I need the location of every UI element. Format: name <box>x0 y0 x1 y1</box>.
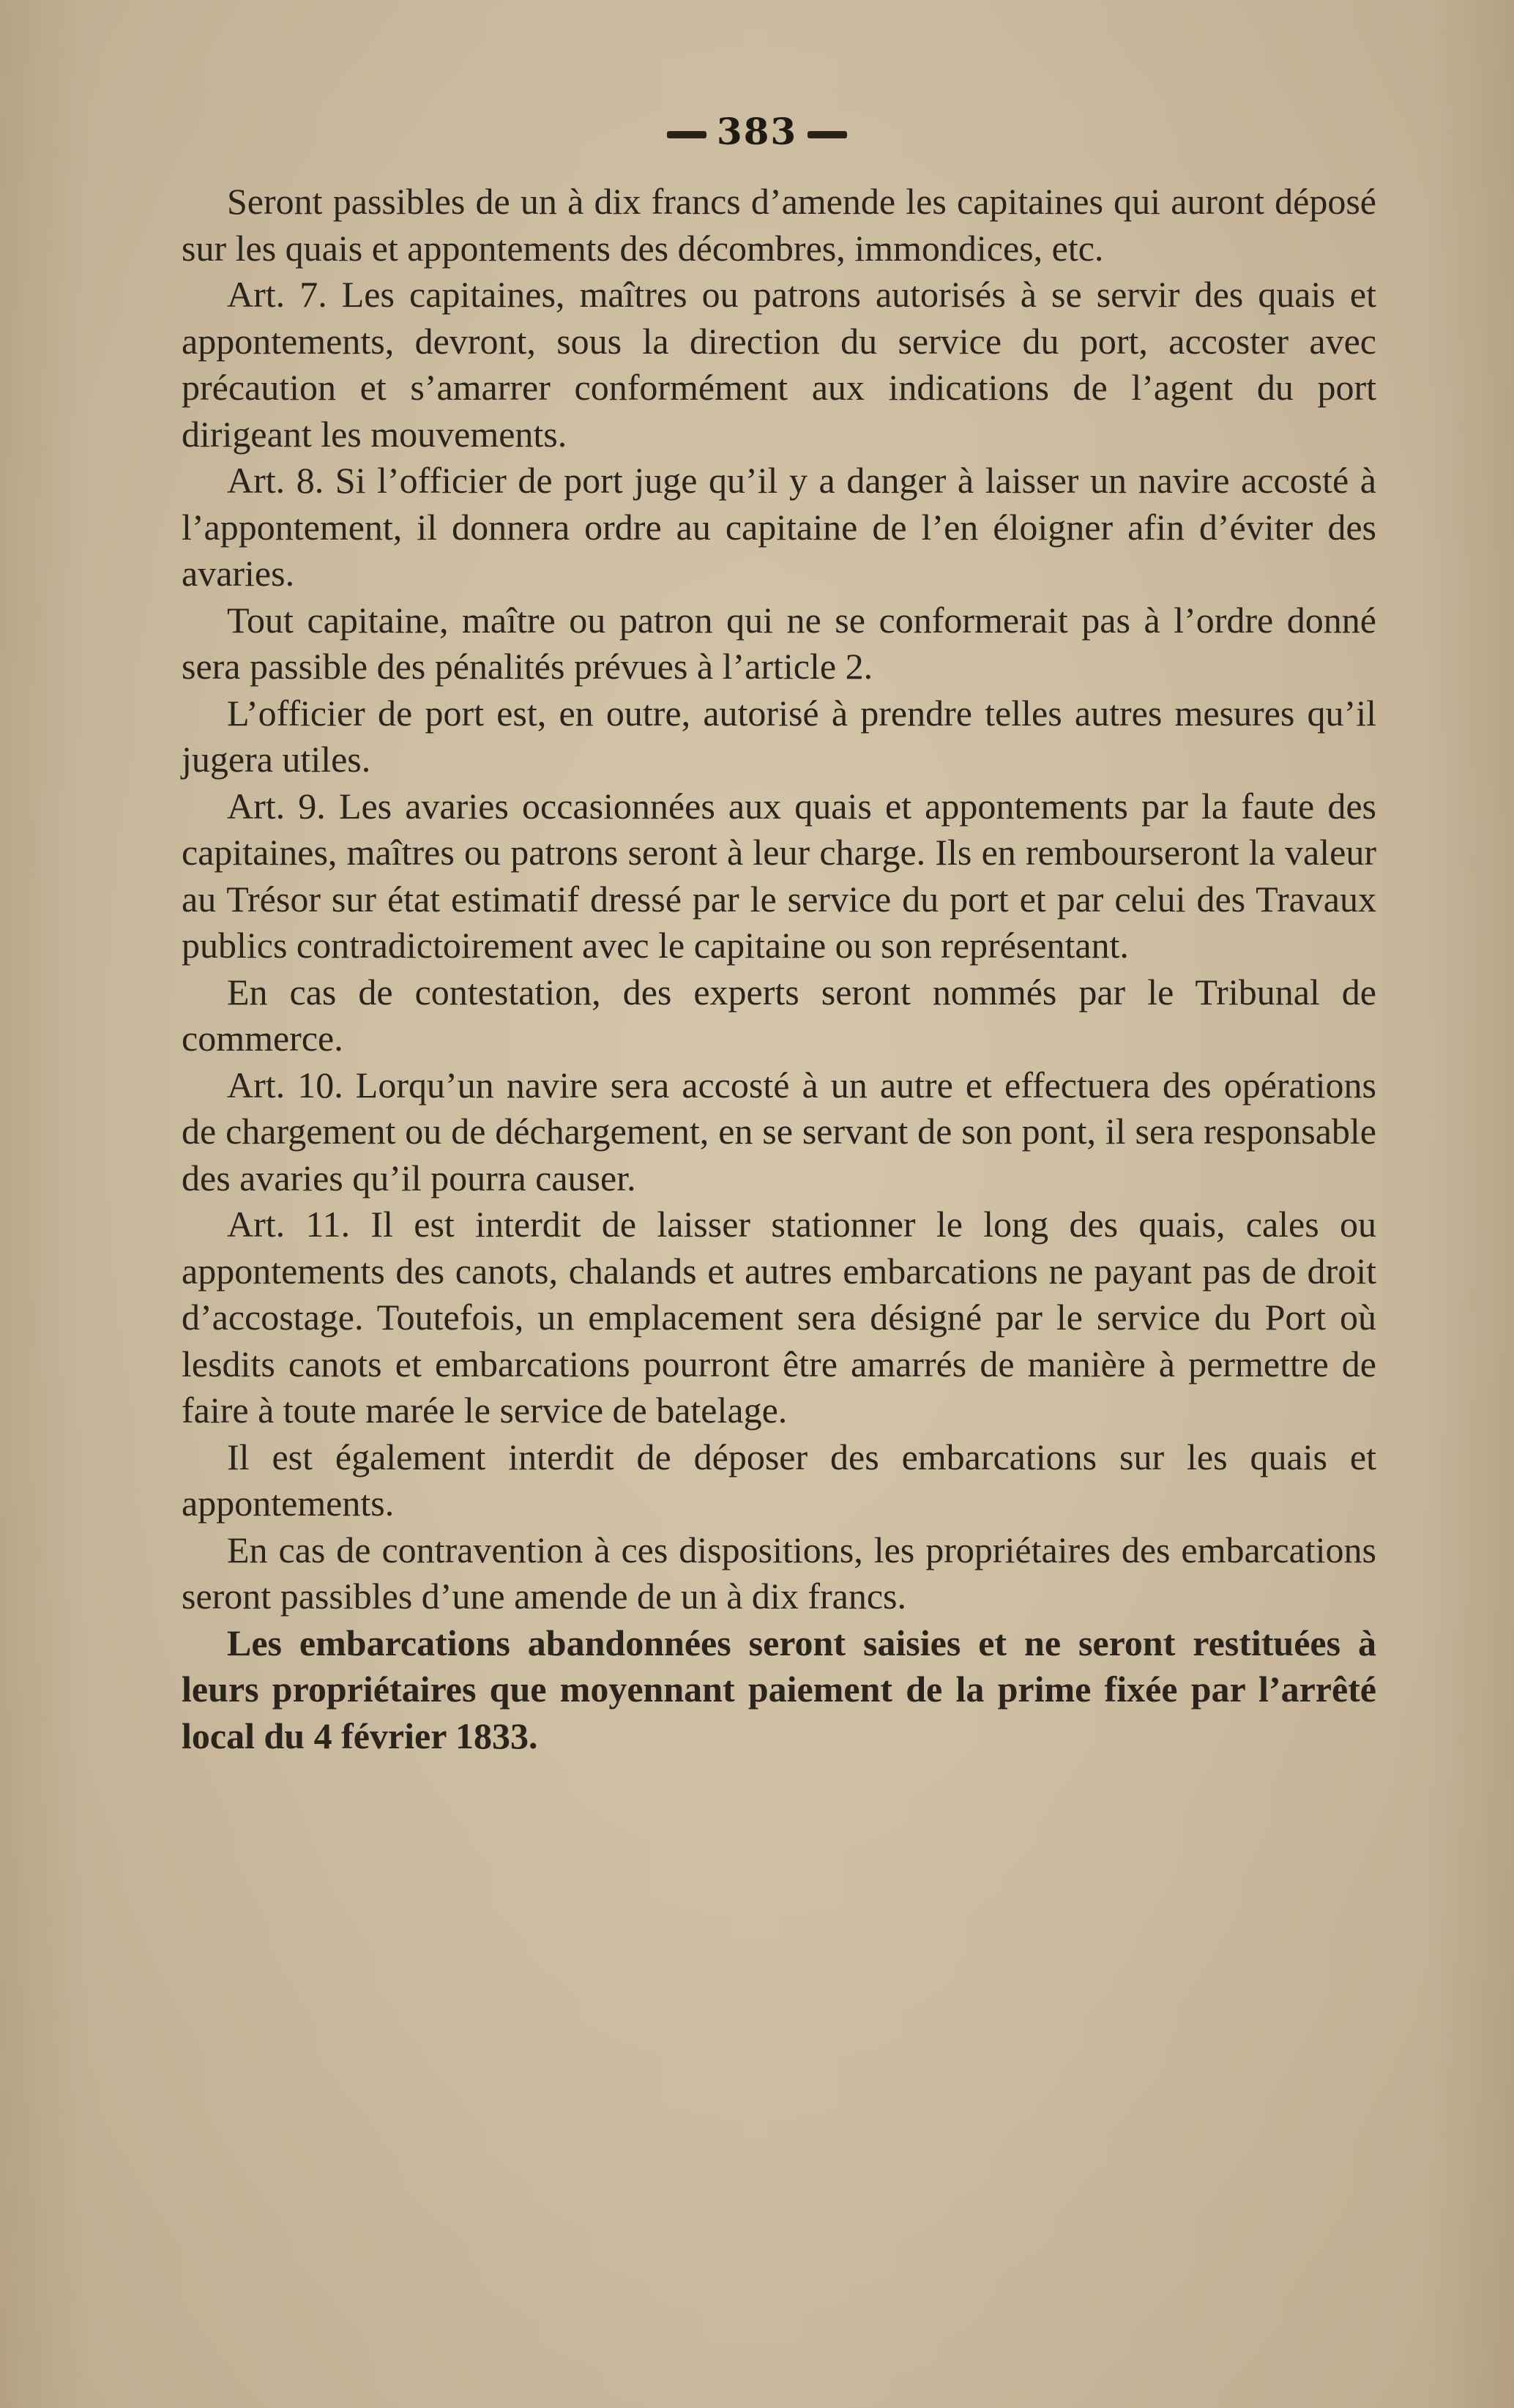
header-ornament-left <box>667 131 706 138</box>
paragraph: En cas de contravention à ces dispositions, les propriétaires des embarcations seront passibles d’une amende de un à dix francs. <box>182 1529 1376 1617</box>
paragraph: L’officier de port est, en outre, autorisé à prendre telles autres mesures qu’il jugera utiles. <box>182 692 1376 780</box>
paragraph: Il est également interdit de déposer des embarcations sur les quais et appontements. <box>182 1436 1376 1524</box>
paragraph: Seront passibles de un à dix francs d’amende les capitaines qui auront déposé sur les quais et appontements des décombres, immondices, etc. <box>182 181 1376 269</box>
paragraph-art-11: Art. 11. Il est interdit de laisser stationner le long des quais, cales ou appontements des canots, chalands et autres embarcations ne payant pas de droit d’accostage. Toutefois, un emplacement sera désigné par le service du Port où lesdits canots et embarcations pourront être amarrés de manière à permettre de faire à toute marée le service de batelage. <box>182 1204 1376 1431</box>
paragraph-art-8: Art. 8. Si l’officier de port juge qu’il y a danger à laisser un navire accosté à l’appontement, il donnera ordre au capitaine de l’en éloigner afin d’éviter des avaries. <box>182 460 1376 594</box>
page-header <box>0 110 1514 153</box>
paragraph: En cas de contestation, des experts seront nommés par le Tribunal de commerce. <box>182 971 1376 1059</box>
paragraph-art-7: Art. 7. Les capitaines, maîtres ou patrons autorisés à se servir des quais et appontements, devront, sous la direction du service du port, accoster avec précaution et s’amarrer conformément aux indications de l’agent du port dirigeant les mouvements. <box>182 274 1376 455</box>
paragraph-art-9: Art. 9. Les avaries occasionnées aux quais et appontements par la faute des capitaines, maîtres ou patrons seront à leur charge. Ils en rembourseront la valeur au Trésor sur état estimatif dressé par le service du port et par celui des Travaux publics contradictoirement avec le capitaine ou son représentant. <box>182 785 1376 966</box>
header-ornament-right <box>808 131 847 138</box>
body-text <box>182 179 1376 1759</box>
page-number: 383 <box>716 110 798 153</box>
paragraph-art-10: Art. 10. Lorqu’un navire sera accosté à un autre et effectuera des opérations de chargement ou de déchargement, en se servant de son pont, il sera responsable des avaries qu’il pourra causer. <box>182 1064 1376 1199</box>
paragraph: Les embarcations abandonnées seront saisies et ne seront restituées à leurs propriétaires que moyennant paiement de la prime fixée par l’arrêté local du 4 février 1833. <box>182 1622 1376 1756</box>
paragraph: Tout capitaine, maître ou patron qui ne se conformerait pas à l’ordre donné sera passible des pénalités prévues à l’article 2. <box>182 599 1376 687</box>
